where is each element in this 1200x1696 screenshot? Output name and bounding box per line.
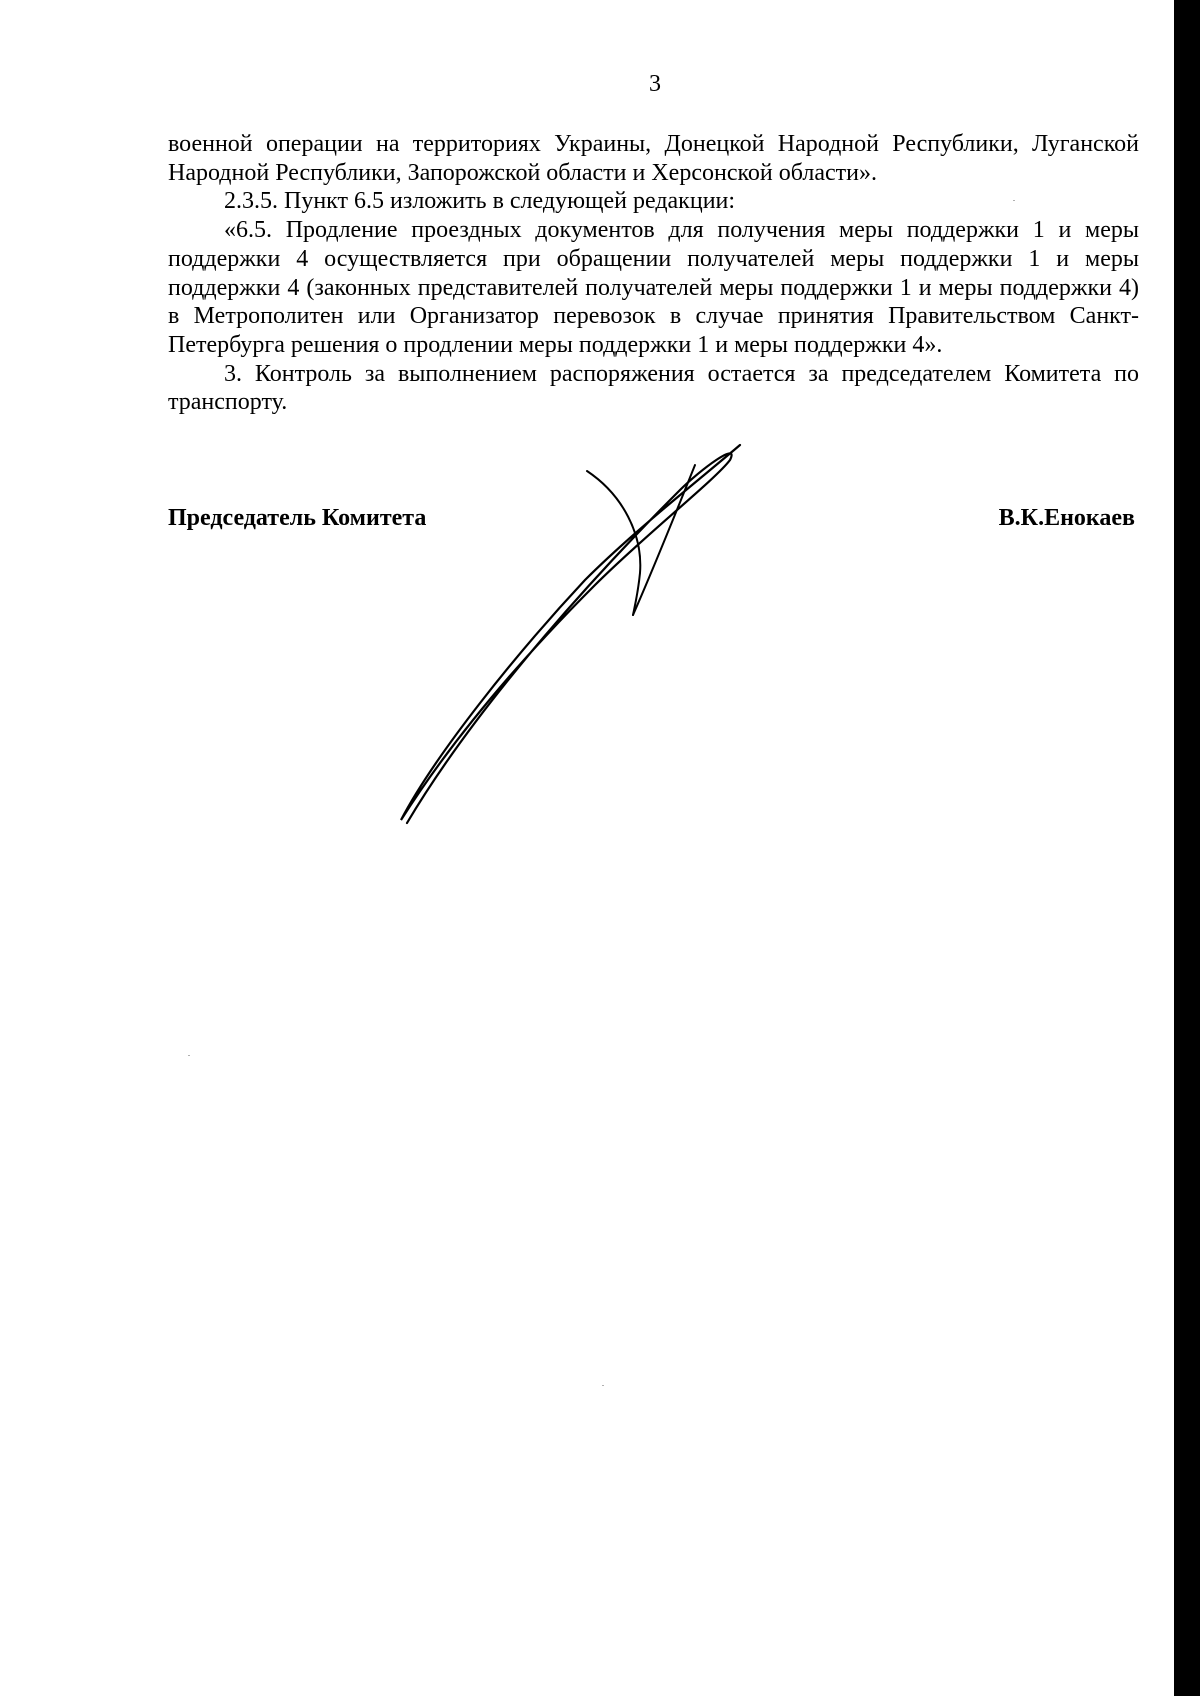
document-body — [168, 130, 1139, 417]
handwritten-signature — [395, 435, 765, 830]
scan-page-edge — [1174, 0, 1200, 1696]
page-number: 3 — [649, 71, 661, 97]
paragraph-item-2-3-5: 2.3.5. Пункт 6.5 изложить в следующей редакции: — [224, 188, 736, 215]
signer-title: Председатель Комитета — [168, 505, 427, 531]
scan-speck — [1013, 200, 1015, 201]
paragraph-item-6-5: «6.5. Продление проездных документов для получения меры поддержки 1 и меры поддержки 4 осуществляется при обращении получателей меры поддержки 1 и меры поддержки 4 (законных представителей получателей меры поддержки 1 и меры поддержки 4) в Метрополитен или Организатор перевозок в случае принятия Правительством Санкт-Петербурга решения о продлении меры поддержки 1 и меры поддержки 4». — [168, 217, 1139, 358]
paragraph-continuation: военной операции на территориях Украины, Донецкой Народной Республики, Луганской Народной Республики, Запорожской области и Херсонской области». — [168, 131, 1139, 186]
signer-name: В.К.Енокаев — [998, 505, 1135, 531]
scan-speck — [602, 1385, 604, 1386]
paragraph-item-3: 3. Контроль за выполнением распоряжения остается за председателем Комитета по транспорту. — [168, 360, 1139, 416]
scan-speck — [188, 1055, 190, 1056]
